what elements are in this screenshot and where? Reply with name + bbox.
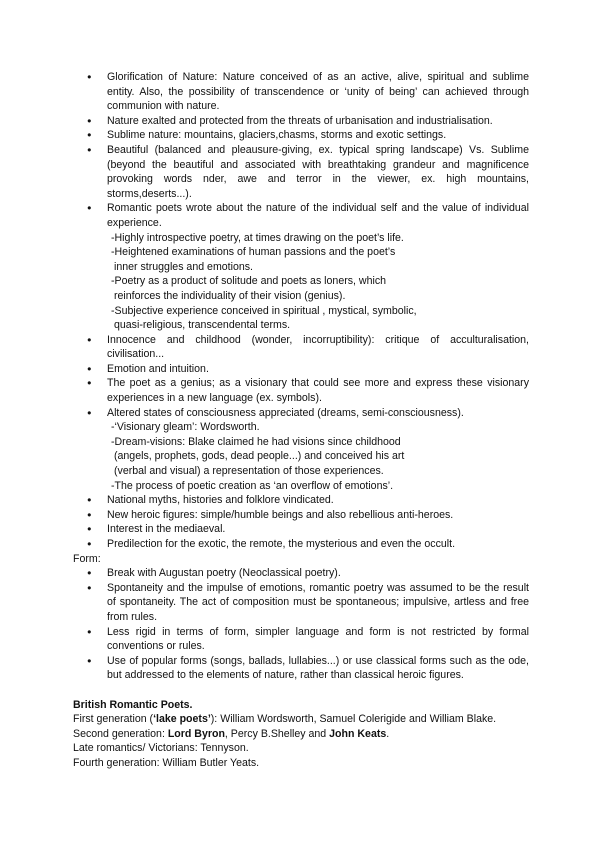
- list-item: ● Romantic poets wrote about the nature of the individual self and the value of individual experience. -Highly introspective poetry, at times drawing on the poet’s life. -Heightened examinations of human passions and the poet’s inner struggles and emotions. -Poetry as a product of solitude and poets as loners, which reinforces the individuality of their vision (genius). -Subjective experience conceived in spiritual , mystical, symbolic, quasi-religious, transcendental terms.: [73, 201, 529, 332]
- list-item: ● New heroic figures: simple/humble beings and also rebellious anti-heroes.: [73, 508, 529, 523]
- list-item: ● Interest in the mediaeval.: [73, 522, 529, 537]
- form-label: Form:: [73, 552, 101, 565]
- list-item: ● Emotion and intuition.: [73, 362, 529, 377]
- sub-point: -Highly introspective poetry, at times drawing on the poet’s life.: [111, 231, 404, 244]
- list-item: ● Nature exalted and protected from the threats of urbanisation and industrialisation.: [73, 114, 529, 129]
- list-item: ● Altered states of consciousness appreciated (dreams, semi-consciousness). -‘Visionary gleam’: Wordsworth. -Dream-visions: Blake claimed he had visions since childhood (angels, prophets, gods, dead people...) and conceived his art (verbal and visual) a representation of those experiences. -The process of poetic creation as ‘an overflow of emotions’.: [73, 406, 529, 494]
- list-item: ● Sublime nature: mountains, glaciers,chasms, storms and exotic settings.: [73, 128, 529, 143]
- form-list: [73, 566, 529, 683]
- sub-point: (verbal and visual) a representation of those experiences.: [114, 465, 384, 478]
- sub-point: -Heightened examinations of human passions and the poet’s: [111, 246, 396, 259]
- list-item: ● Beautiful (balanced and pleausure-giving, ex. typical spring landscape) Vs. Sublime (beyond the beautiful and associated with breathtaking grandeur and magnificence provoking words nder, awe and terror in the viewer, ex. high mountains, storms,deserts...).: [73, 143, 529, 201]
- poets-section: [73, 698, 529, 771]
- themes-list: [73, 70, 529, 552]
- list-item: ● Innocence and childhood (wonder, incorruptibility): critique of acculturalisation, civilisation...: [73, 333, 529, 362]
- list-item: ● Predilection for the exotic, the remote, the mysterious and even the occult.: [73, 537, 529, 552]
- list-item: ● Use of popular forms (songs, ballads, lullabies...) or use classical forms such as the ode, but addressed to the elements of nature, rather than classical heroic figures.: [73, 654, 529, 683]
- sub-point: -‘Visionary gleam’: Wordsworth.: [111, 421, 260, 434]
- sub-point: quasi-religious, transcendental terms.: [114, 319, 291, 332]
- list-item: ● Less rigid in terms of form, simpler language and form is not restricted by formal conventions or rules.: [73, 625, 529, 654]
- first-generation-line: First generation (‘lake poets’): William Wordsworth, Samuel Colerigide and William Blake.: [73, 713, 497, 726]
- sub-point: inner struggles and emotions.: [114, 260, 253, 273]
- sub-point: (angels, prophets, gods, dead people...) and conceived his art: [114, 450, 405, 463]
- list-item: ● National myths, histories and folklore vindicated.: [73, 493, 529, 508]
- sub-point: -Subjective experience conceived in spiritual , mystical, symbolic,: [111, 304, 417, 317]
- document-page: [73, 70, 529, 771]
- sub-point: -The process of poetic creation as ‘an overflow of emotions’.: [111, 479, 394, 492]
- fourth-generation-line: Fourth generation: William Butler Yeats.: [73, 756, 260, 769]
- sub-point: -Dream-visions: Blake claimed he had visions since childhood: [111, 435, 401, 448]
- second-generation-line: Second generation: Lord Byron, Percy B.Shelley and John Keats.: [73, 727, 390, 740]
- late-romantics-line: Late romantics/ Victorians: Tennyson.: [73, 742, 249, 755]
- list-item: ● The poet as a genius; as a visionary that could see more and express these visionary experiences in a new language (ex. symbols).: [73, 376, 529, 405]
- section-heading: British Romantic Poets.: [73, 698, 193, 711]
- sub-point: reinforces the individuality of their vision (genius).: [114, 289, 346, 302]
- list-item: ● Spontaneity and the impulse of emotions, romantic poetry was assumed to be the result of spontaneity. The act of composition must be spontaneous; impulsive, artless and free from rules.: [73, 581, 529, 625]
- sub-point: -Poetry as a product of solitude and poets as loners, which: [111, 275, 387, 288]
- spacer: [73, 683, 529, 698]
- list-item: ● Break with Augustan poetry (Neoclassical poetry).: [73, 566, 529, 581]
- list-item: ● Glorification of Nature: Nature conceived of as an active, alive, spiritual and sublime entity. Also, the possibility of transcendence or ‘unity of being’ can achieved through communion with nature.: [73, 70, 529, 114]
